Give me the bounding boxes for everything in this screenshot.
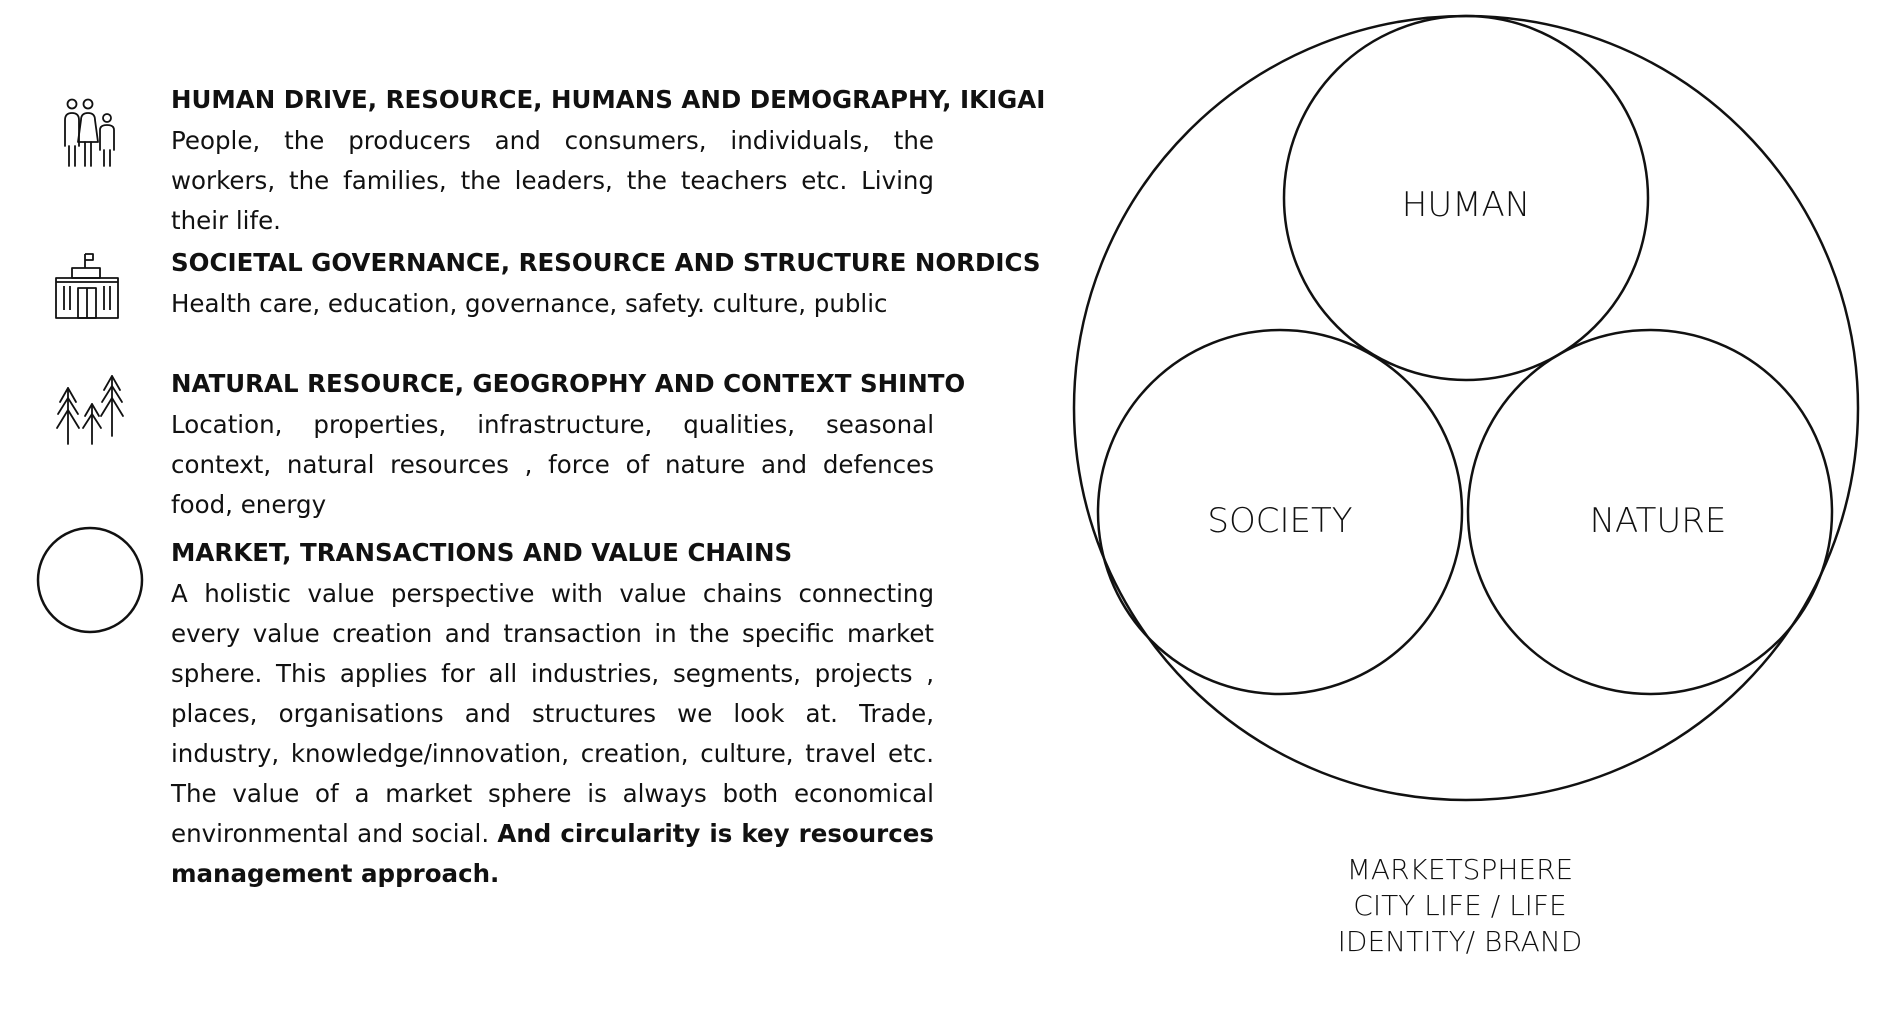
caption-line: IDENTITY/ BRAND bbox=[1337, 925, 1583, 958]
section-body-text: A holistic value perspective with value chains connecting every value creation and transaction in the specific market sphere. This applies for all industries, segments, projects , places, organisations and structures we look at. Trade, industry, knowledge/innovation, creation, culture, travel etc. The value of a market sphere is always both economical environmental and social. bbox=[171, 579, 934, 848]
outer-circle-marketsphere bbox=[1074, 16, 1858, 800]
section-human bbox=[171, 85, 1046, 241]
section-body: People, the producers and consumers, individuals, the workers, the families, the leaders, the teachers etc. Living their life. bbox=[171, 126, 934, 235]
family-icon bbox=[62, 96, 122, 168]
section-body bbox=[171, 574, 934, 894]
circle-label-human: HUMAN bbox=[1401, 185, 1531, 225]
section-title: MARKET, TRANSACTIONS AND VALUE CHAINS bbox=[171, 538, 793, 567]
caption-line: CITY LIFE / LIFE bbox=[1353, 889, 1567, 922]
section-title: SOCIETAL GOVERNANCE, RESOURCE AND STRUCTURE NORDICS bbox=[171, 248, 1041, 277]
caption-line: MARKETSPHERE bbox=[1346, 853, 1574, 886]
section-market bbox=[171, 538, 934, 894]
diagram-caption bbox=[1310, 852, 1610, 960]
trees-icon bbox=[54, 374, 126, 446]
section-society bbox=[171, 248, 1041, 324]
section-body-emphasis: And circularity is key resources management approach. bbox=[171, 819, 934, 888]
circle-icon bbox=[34, 524, 146, 636]
section-body: Location, properties, infrastructure, qualities, seasonal context, natural resources , force of nature and defences food, energy bbox=[171, 410, 934, 519]
section-body: Health care, education, governance, safety. culture, public bbox=[171, 289, 888, 318]
section-nature bbox=[171, 369, 966, 525]
section-title: HUMAN DRIVE, RESOURCE, HUMANS AND DEMOGRAPHY, IKIGAI bbox=[171, 85, 1046, 114]
section-title: NATURAL RESOURCE, GEOGROPHY AND CONTEXT SHINTO bbox=[171, 369, 966, 398]
government-building-icon bbox=[54, 252, 120, 320]
circle-label-nature: NATURE bbox=[1589, 501, 1727, 541]
circle-label-society: SOCIETY bbox=[1207, 501, 1353, 541]
